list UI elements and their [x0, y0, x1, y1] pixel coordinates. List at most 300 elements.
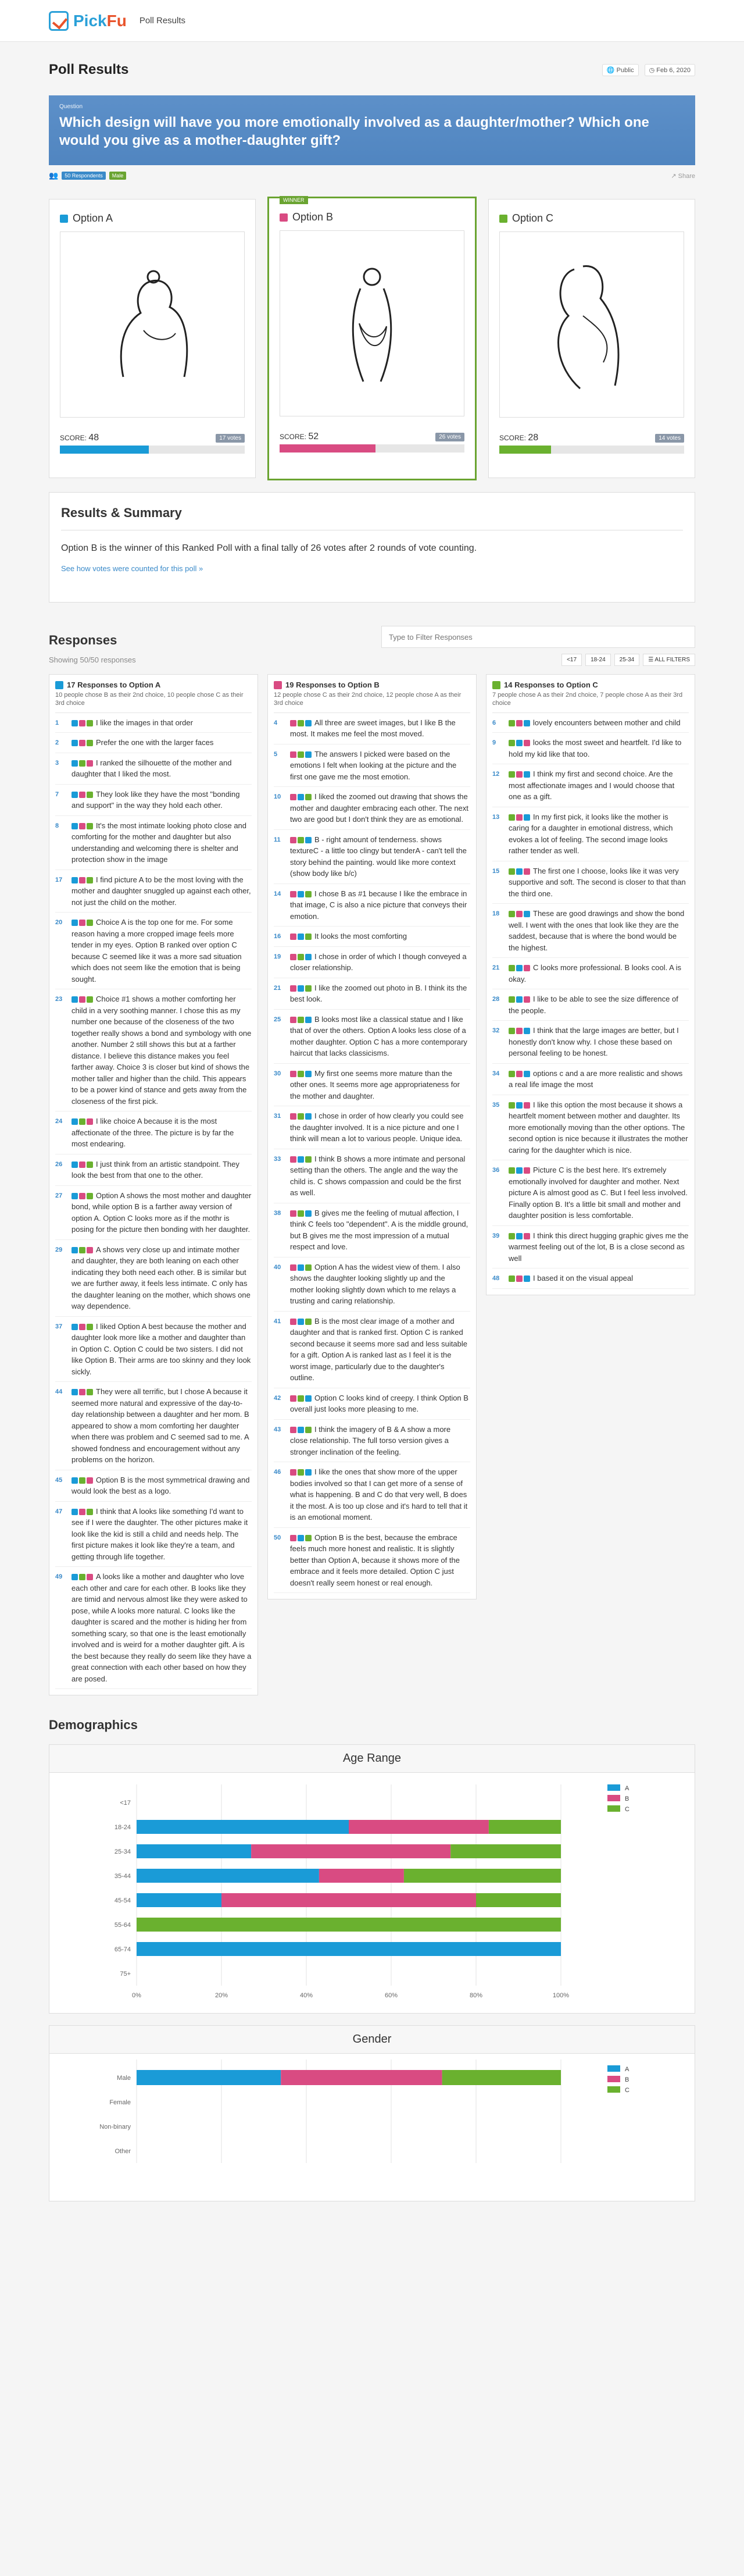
question-text: Which design will have you more emotionally involved as a daughter/mother? Which one would you give as a mother-daughter gift? [59, 115, 649, 149]
response-row [274, 978, 470, 1010]
response-row [274, 1420, 470, 1463]
bar-segment-b[interactable] [319, 1869, 404, 1883]
filter-25-34[interactable]: 25-34 [614, 654, 640, 666]
ranking-chips [509, 740, 530, 746]
column-subtitle: 12 people chose C as their 2nd choice, 12 people chose A as their 3rd choice [274, 691, 470, 713]
ranking-chips [290, 751, 312, 758]
bar-segment-c[interactable] [489, 1820, 561, 1834]
response-text: C looks more professional. B looks cool. A is okay. [509, 963, 682, 984]
response-number: 3 [55, 759, 59, 767]
demographics-title: Demographics [49, 1718, 138, 1733]
response-text: B gives me the feeling of mutual affection, I think C feels too "dependent". A is the middle ground, but B gives me the most impression of a mutual respect and love. [290, 1208, 468, 1252]
response-row [274, 1462, 470, 1528]
option-title [280, 211, 464, 223]
response-text: It's the most intimate looking photo close and comforting for the mother and daughter but also understanding and welcoming there is shelter and protection show in the image [71, 821, 247, 864]
response-row [492, 989, 689, 1021]
visibility-badge: 🌐 Public [602, 64, 639, 76]
share-link[interactable]: ↗ Share [671, 172, 695, 180]
category-label: 75+ [120, 1971, 131, 1978]
response-text: I like choice A because it is the most affectionate of the three. The picture is by far the most endearing. [71, 1117, 234, 1149]
response-number: 36 [492, 1167, 500, 1174]
legend-label: C [625, 2087, 629, 2094]
response-number: 34 [492, 1070, 500, 1077]
legend-swatch [607, 1784, 620, 1791]
ranking-chips [290, 985, 312, 992]
filter-18-24[interactable]: 18-24 [585, 654, 611, 666]
response-number: 21 [274, 984, 281, 992]
response-number: 21 [492, 964, 500, 972]
response-text: I think that A looks like something I'd want to see if I were the daughter. The other pictures make it look like the kid is still a child and needs help. The first picture makes it look like they're a team, and getting through life together. [71, 1506, 248, 1561]
response-row [492, 807, 689, 861]
option-color-swatch [280, 213, 288, 222]
response-number: 9 [492, 739, 496, 747]
response-row [55, 1502, 252, 1567]
response-number: 12 [492, 771, 500, 778]
response-row [55, 816, 252, 870]
ranking-chips [290, 1535, 312, 1541]
votes-badge: 14 votes [655, 434, 684, 443]
ranking-chips [71, 1389, 93, 1395]
response-row [55, 1567, 252, 1689]
response-text: These are good drawings and show the bond well. I went with the ones that look like they are the saddest, because that is where the bond would be the highest. [509, 909, 685, 952]
response-text: I chose B as #1 because I like the embrace in that image, C is also a nice picture that conveys their emotion. [290, 889, 467, 921]
response-text: B - right amount of tenderness. shows textureC - a little too clingy but tenderA - can't tell the story behind the painting. would like more context (show body like b/c) [290, 835, 467, 878]
response-text: I think this direct hugging graphic gives me the warmest feeling out of the lot, B is a close second as well [509, 1231, 689, 1263]
response-text: A looks like a mother and daughter who love each other and care for each other. B looks like they are timid and nervous almost like they were asked to pose, while A looks more natural. C looks like the daughter is scared and the mother is hiding her from something scary, so that one is the least emotionally involved and is weird for a mother daughter gift. A is the best because they really do seem like they have a great connection with each other based on how they are posed. [71, 1572, 252, 1683]
bar-segment-b[interactable] [281, 2070, 442, 2085]
all-filters-button[interactable]: ☰ ALL FILTERS [643, 654, 695, 666]
response-row [492, 764, 689, 807]
bar-segment-c[interactable] [476, 1893, 561, 1907]
response-number: 49 [55, 1573, 63, 1581]
ranking-chips [290, 1113, 312, 1120]
question-label: Question [59, 104, 83, 110]
response-text: looks the most sweet and heartfelt. I'd like to hold my kid like that too. [509, 738, 682, 758]
category-label: 18-24 [114, 1824, 131, 1832]
response-row [55, 1240, 252, 1317]
response-row [274, 1149, 470, 1203]
response-row [274, 1388, 470, 1420]
bar-segment-a[interactable] [137, 1869, 319, 1883]
score-bar [280, 444, 464, 453]
bar-segment-b[interactable] [251, 1844, 450, 1858]
ranking-chips [71, 996, 93, 1003]
legend-swatch [607, 2065, 620, 2072]
option-name: Option A [73, 212, 113, 224]
legend-label: B [625, 1795, 629, 1803]
response-row [492, 1160, 689, 1226]
response-text: Option A has the widest view of them. I also shows the daughter looking slightly up and the mother looking slightly down which to me relays a trusting and caring relationship. [290, 1262, 460, 1306]
response-number: 28 [492, 996, 500, 1003]
response-row [55, 989, 252, 1111]
ranking-chips [71, 877, 93, 883]
category-label: 35-44 [114, 1873, 131, 1880]
response-row [55, 913, 252, 989]
option-card-b[interactable] [267, 197, 477, 480]
bar-segment-a[interactable] [137, 2070, 281, 2085]
gender-badge: Male [109, 172, 127, 180]
gender-chart [49, 2025, 695, 2201]
ranking-chips [290, 1469, 312, 1476]
response-number: 27 [55, 1192, 63, 1199]
legend-swatch [607, 2076, 620, 2082]
response-text: Choice #1 shows a mother comforting her child in a very soothing manner. I chose this as my number one because of the closeness of the two together really shows a bond and symbology with one another. Number 2 still shows this but at a farther distance. I believe this distance makes you feel farther away. Choice 3 is closer but kind of shows the mother taller and higher than the child. This appears to be a power kind of stance and gets away from the closeness of the first pick. [71, 995, 252, 1106]
response-text: My first one seems more mature than the other ones. It seems more age appropriateness for the mother and daughter. [290, 1068, 460, 1100]
bar-segment-a[interactable] [137, 1844, 251, 1858]
response-number: 5 [274, 750, 278, 758]
ranking-chips [290, 1395, 312, 1402]
response-row [55, 1155, 252, 1186]
ranking-chips [509, 1167, 530, 1174]
option-name: Option B [292, 211, 334, 223]
response-row [274, 1010, 470, 1064]
x-tick-label: 40% [299, 1992, 313, 2000]
bar-segment-a[interactable] [137, 1820, 349, 1834]
category-label: Other [115, 2148, 131, 2155]
ranking-chips [71, 1193, 93, 1199]
response-text: I liked the zoomed out drawing that shows the mother and daughter embracing each other. The next two are good but I don't think they are as emotional. [290, 792, 468, 824]
response-number: 48 [492, 1275, 500, 1282]
score: SCORE: 28 [499, 433, 539, 443]
response-text: It looks the most comforting [314, 932, 407, 941]
column-title: 14 Responses to Option C [492, 680, 689, 689]
ranking-chips [71, 740, 93, 746]
category-label: Female [109, 2099, 131, 2107]
response-text: I like the images in that order [96, 718, 193, 727]
ranking-chips [290, 720, 312, 726]
filter-under-17[interactable]: <17 [561, 654, 582, 666]
results-summary [49, 492, 695, 603]
option-color-swatch [499, 215, 507, 223]
response-row [492, 1226, 689, 1269]
vote-count-link[interactable]: See how votes were counted for this poll » [61, 564, 203, 573]
response-row [55, 1317, 252, 1383]
response-number: 20 [55, 919, 63, 927]
bar-segment-a[interactable] [137, 1942, 561, 1956]
response-number: 29 [55, 1246, 63, 1253]
response-number: 46 [274, 1469, 281, 1476]
response-number: 45 [55, 1476, 63, 1484]
ranking-chips [509, 720, 530, 726]
column-title: 17 Responses to Option A [55, 680, 252, 689]
ranking-chips [71, 1477, 93, 1484]
legend-label: B [625, 2076, 629, 2084]
response-text: Prefer the one with the larger faces [96, 738, 214, 747]
response-number: 44 [55, 1388, 63, 1396]
response-text: I chose in order of how clearly you could see the daughter involved. It is a nice picture and one I think will mean a lot to various people. Unique idea. [290, 1111, 464, 1143]
ranking-chips [509, 1102, 530, 1109]
response-number: 43 [274, 1426, 281, 1433]
legend-swatch [607, 1805, 620, 1812]
age-chart-title: Age Range [49, 1745, 695, 1773]
response-text: B is the most clear image of a mother and daughter and that is ranked first. Option C is ranked second because it seems more sad and less suitable for a gift. Option A is ranked last as I feel it is the worst image, particularly due to the daughter's outline. [290, 1316, 467, 1383]
ranking-chips [71, 1324, 93, 1330]
share-icon: ↗ [671, 172, 677, 180]
response-row [55, 753, 252, 785]
category-label: 65-74 [114, 1946, 131, 1954]
bar-segment-c[interactable] [442, 2070, 561, 2085]
gender-chart-title: Gender [49, 2026, 695, 2054]
response-number: 31 [274, 1113, 281, 1120]
ranking-chips [290, 1264, 312, 1271]
response-row [274, 713, 470, 744]
response-number: 6 [492, 719, 496, 726]
option-image-c[interactable] [499, 231, 684, 418]
response-row [492, 1064, 689, 1095]
x-tick-label: 80% [469, 1992, 483, 2000]
response-text: Option C looks kind of creepy. I think Option B overall just looks more pleasing to me. [290, 1393, 468, 1414]
response-number: 10 [274, 793, 281, 801]
response-number: 40 [274, 1263, 281, 1271]
response-row [274, 1528, 470, 1594]
response-text: I think the imagery of B & A show a more close relationship. The full torso version gives a stronger inclination of the feeling. [290, 1424, 451, 1456]
response-row [492, 904, 689, 958]
response-number: 11 [274, 836, 281, 843]
ranking-chips [71, 1509, 93, 1515]
ranking-chips [71, 1161, 93, 1168]
response-number: 15 [492, 867, 500, 875]
category-label: 45-54 [114, 1897, 131, 1905]
response-text: I find picture A to be the most loving with the mother and daughter snuggled up against each other, not just the child on the mother. [71, 875, 251, 907]
bar-segment-c[interactable] [404, 1869, 561, 1883]
score-bar [60, 446, 245, 454]
respondents-icon: 👥 [49, 171, 59, 180]
option-image-b[interactable] [280, 230, 464, 416]
response-text: I liked Option A best because the mother and daughter look more like a mother and daughter than in Option C. Option C could be two sisters. I did not like Option B. Their arms are too skinny and they look sickly. [71, 1321, 251, 1376]
response-number: 8 [55, 822, 59, 829]
response-text: All three are sweet images, but I like B the most. It makes me feel the most moved. [290, 718, 456, 739]
response-row [492, 958, 689, 989]
response-number: 16 [274, 933, 281, 940]
respondents-badge: 50 Respondents [62, 172, 106, 180]
response-number: 38 [274, 1209, 281, 1217]
date-badge: ◷ Feb 6, 2020 [645, 64, 695, 76]
response-number: 14 [274, 890, 281, 897]
response-number: 41 [274, 1317, 281, 1325]
response-row [274, 927, 470, 947]
summary-title: Results & Summary [61, 505, 683, 530]
response-row [55, 785, 252, 816]
response-text: I think my first and second choice. Are the most affectionate images and I would choose that one as a gift. [509, 769, 675, 801]
response-text: I think that the large images are better, but I honestly don't know why. I chose these based on personal feeling to be honest. [509, 1026, 679, 1058]
response-row [55, 713, 252, 733]
filter-responses-input[interactable] [381, 626, 695, 648]
response-number: 30 [274, 1070, 281, 1077]
age-range-svg [49, 1773, 695, 2011]
response-row [55, 1382, 252, 1470]
ranking-chips [290, 837, 312, 843]
response-text: I just think from an artistic standpoint. They look the best from that one to the other. [71, 1159, 239, 1180]
score: SCORE: 48 [60, 433, 99, 443]
option-title [60, 212, 245, 225]
legend-swatch [607, 1795, 620, 1801]
ranking-chips [509, 1275, 530, 1282]
ranking-chips [290, 954, 312, 960]
ranking-chips [290, 1071, 312, 1077]
page-title: Poll Results [49, 62, 129, 77]
ranking-chips [290, 1210, 312, 1217]
response-text: I like this option the most because it shows a heartfelt moment between mother and daughter. Its more emotionally moving than the other options. The second option is nice because it illustrates the mother caring for the daughter which is nice. [509, 1100, 688, 1155]
pickfu-logo-icon [49, 11, 69, 31]
ranking-chips [71, 792, 93, 798]
showing-count: Showing 50/50 responses [49, 655, 136, 664]
response-number: 39 [492, 1232, 500, 1239]
ranking-chips [71, 720, 93, 726]
column-title: 19 Responses to Option B [274, 680, 470, 689]
response-number: 25 [274, 1016, 281, 1023]
response-number: 24 [55, 1118, 63, 1125]
bar-segment-c[interactable] [450, 1844, 561, 1858]
x-tick-label: 60% [384, 1992, 398, 2000]
category-label: 25-34 [114, 1848, 131, 1856]
column-color-swatch [274, 681, 282, 689]
bar-segment-c[interactable] [137, 1918, 561, 1932]
response-row [274, 1312, 470, 1388]
response-number: 50 [274, 1534, 281, 1541]
bar-segment-b[interactable] [349, 1820, 489, 1834]
age-range-chart [49, 1744, 695, 2014]
x-tick-label: 100% [552, 1992, 570, 2000]
option-title [499, 212, 684, 225]
ranking-chips [290, 934, 312, 940]
legend-swatch [607, 2086, 620, 2093]
bar-segment-b[interactable] [221, 1893, 476, 1907]
response-number: 17 [55, 876, 63, 883]
votes-badge: 17 votes [216, 434, 245, 443]
brand-name: PickFu [73, 11, 127, 30]
response-text: I based it on the visual appeal [533, 1274, 634, 1283]
responses-column-a [49, 674, 258, 1695]
responses-title: Responses [49, 633, 117, 647]
response-text: I chose in order of which I though conveyed a closer relationship. [290, 952, 467, 972]
legend-label: C [625, 1806, 629, 1813]
ranking-chips [290, 891, 312, 897]
response-row [55, 1470, 252, 1502]
response-text: lovely encounters between mother and child [533, 718, 681, 727]
bar-segment-a[interactable] [137, 1893, 221, 1907]
response-text: Picture C is the best here. It's extremely emotionally involved for daughter and mother. Next picture A is almost good as C. But I feel less involved. Finally option B. It's a little bit small and mother and daughter position is less comfortable. [509, 1166, 688, 1220]
response-text: A shows very close up and intimate mother and daughter, they are both leaning on each other indicating they both need each other. B is similar but we are further away, it feels less intimate. C only has the daughter leaning on the mother, which shows one way dependence. [71, 1245, 251, 1311]
question-box [49, 95, 695, 165]
response-number: 2 [55, 739, 59, 747]
response-text: Option B is the most symmetrical drawing and would look the best as a logo. [71, 1475, 250, 1496]
response-row [274, 884, 470, 927]
ranking-chips [71, 823, 93, 829]
ranking-chips [290, 794, 312, 800]
response-row [492, 861, 689, 904]
response-text: They look like they have the most "bonding and support" in the way they hold each other. [71, 789, 240, 810]
category-label: 55-64 [114, 1922, 131, 1929]
response-row [274, 787, 470, 830]
column-subtitle: 7 people chose A as their 2nd choice, 7 people chose A as their 3rd choice [492, 691, 689, 713]
ranking-chips [71, 760, 93, 767]
response-text: The first one I choose, looks like it was very supportive and soft. The second is closer to that than the third one. [509, 866, 686, 898]
summary-text: Option B is the winner of this Ranked Poll with a final tally of 26 votes after 2 rounds of vote counting. [61, 543, 477, 553]
ranking-chips [71, 1118, 93, 1125]
response-number: 32 [492, 1027, 500, 1035]
response-number: 13 [492, 813, 500, 821]
response-text: The answers I picked were based on the emotions I felt when looking at the picture and the first one gave me the most emotion. [290, 749, 457, 781]
response-number: 23 [55, 996, 63, 1003]
response-number: 47 [55, 1508, 63, 1515]
ranking-chips [290, 1427, 312, 1433]
response-text: I like the zoomed out photo in B. I think its the best look. [290, 983, 467, 1004]
response-row [274, 1203, 470, 1257]
votes-badge: 26 votes [435, 433, 464, 441]
ranking-chips [290, 1319, 312, 1325]
option-card-a[interactable] [49, 199, 256, 478]
response-text: Choice A is the top one for me. For some reason having a more cropped image feels more tender in my eyes. Option B ranked over option C because C seemed like it was a more sad situation which does not seem like the emotion that is being sought. [71, 918, 242, 984]
response-row [492, 733, 689, 764]
response-number: 19 [274, 953, 281, 960]
legend-label: A [625, 1785, 629, 1793]
response-row [55, 870, 252, 913]
ranking-chips [509, 814, 530, 821]
response-row [492, 1021, 689, 1064]
x-tick-label: 0% [132, 1992, 141, 2000]
nav-title: Poll Results [139, 16, 186, 26]
response-row [274, 744, 470, 788]
response-text: I like the ones that show more of the upper bodies involved so that I can get more of a sense of what is happening. B and C do that very well, B does it the most. A is too up close and it's hard to tell that it is an emotional moment. [290, 1467, 468, 1522]
responses-column-b [267, 674, 477, 1599]
response-text: I think B shows a more intimate and personal setting than the others. The angle and the way the child is. C shows compassion and could be the first as well. [290, 1154, 466, 1198]
response-row [55, 733, 252, 753]
ranking-chips [290, 1156, 312, 1163]
score: SCORE: 52 [280, 432, 319, 441]
legend-label: A [625, 2066, 629, 2073]
response-row [492, 713, 689, 733]
response-number: 37 [55, 1323, 63, 1330]
response-row [274, 830, 470, 884]
ranking-chips [509, 1028, 530, 1034]
ranking-chips [509, 996, 530, 1003]
response-row [274, 947, 470, 978]
option-image-a[interactable] [60, 231, 245, 418]
column-color-swatch [492, 681, 500, 689]
ranking-chips [290, 1017, 312, 1023]
category-label: Male [117, 2075, 131, 2082]
response-row [492, 1269, 689, 1289]
response-row [55, 1111, 252, 1155]
response-row [55, 1186, 252, 1240]
response-number: 35 [492, 1101, 500, 1109]
response-text: options c and a are more realistic and shows a real life image the most [509, 1068, 683, 1089]
response-text: Option A shows the most mother and daughter bond, while option B is a farther away version of option A. Option C looks more as if the mothr is posing for the picture then bonding with her daughter. [71, 1191, 252, 1234]
response-number: 26 [55, 1160, 63, 1168]
winner-badge: WINNER [280, 196, 308, 204]
response-number: 42 [274, 1394, 281, 1402]
response-row [274, 1106, 470, 1149]
ranking-chips [509, 868, 530, 875]
response-number: 33 [274, 1155, 281, 1163]
response-row [492, 1095, 689, 1161]
response-row [274, 1064, 470, 1107]
gender-svg [49, 2054, 695, 2199]
ranking-chips [509, 911, 530, 917]
category-label: Non-binary [99, 2123, 131, 2131]
score-bar [499, 446, 684, 454]
response-text: Option B is the best, because the embrace feels much more honest and realistic. It is slightly better than Option A, because it shows more of the embrace and it feels more detailed. Option C just doesn't really seem honest or real enough. [290, 1533, 460, 1587]
ranking-chips [509, 1233, 530, 1239]
top-bar [0, 0, 744, 42]
option-card-c[interactable] [488, 199, 695, 478]
ranking-chips [71, 1247, 93, 1253]
response-text: In my first pick, it looks like the mother is caring for a daughter in emotional distress, which evokes a lot of feeling. The second image looks rather tender as well. [509, 812, 673, 856]
category-label: <17 [120, 1800, 131, 1807]
pickfu-logo[interactable] [49, 11, 127, 31]
option-name: Option C [512, 212, 554, 224]
response-number: 1 [55, 719, 59, 726]
